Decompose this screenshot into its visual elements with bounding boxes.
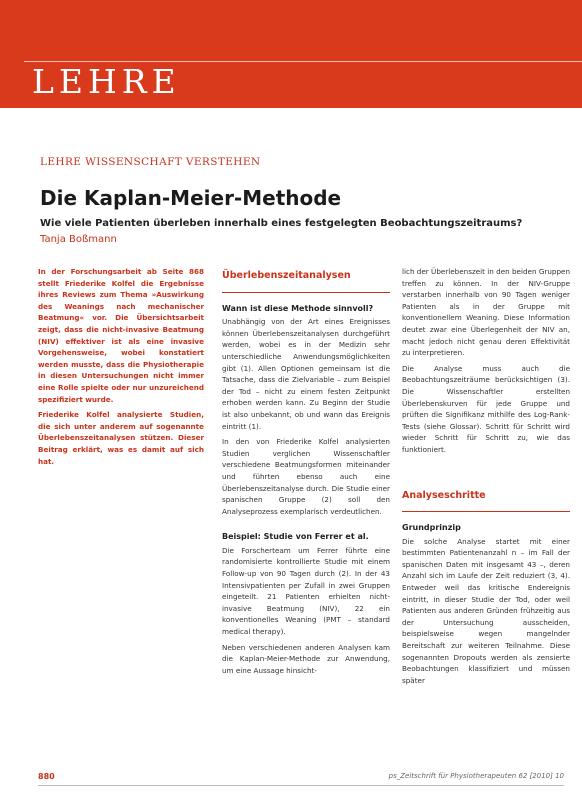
heading-rule [222, 292, 390, 293]
body-paragraph: Unabhängig von der Art eines Ereignisses können Überlebenszeitanalysen durchgeführt werden, wobei es in der Medizin sehr unterschiedliche Anwendungsmöglichkeiten gibt (1). Allen Optionen gemeinsam ist die Tatsache, dass die Zielvariable – zum Beispiel der Tod – nicht zu einem festen Zeitpunkt erhoben werden kann. Zu Beginn der Studie ist also unbekannt, ob und wann das Ereignis eintritt (1). [222, 317, 390, 431]
article-title: Die Kaplan-Meier-Methode [40, 186, 342, 210]
footer-rule [38, 785, 564, 786]
journal-name: ps_Zeitschrift für Physiotherapeuten 62 [2010] 10 [388, 772, 564, 780]
section-heading: Überlebenszeitanalysen [222, 270, 351, 281]
intro-paragraph: Friederike Kolfel analysierte Studien, die sich unter anderem auf sogenannte Überlebenszeitanalysen stützen. Dieser Beitrag erklärt, was es damit auf sich hat. [38, 410, 204, 466]
body-paragraph: Die solche Analyse startet mit einer bestimmten Patientenanzahl n – im Fall der spanischen Daten mit insgesamt 43 –, deren Anzahl sich im Laufe der Zeit reduziert (3, 4). Entweder weil das kritische Endereignis eintritt, in dieser Studie der Tod, oder weil Patienten aus anderen Gründen frühzeitig aus der Untersuchung ausscheiden, beispielsweise wegen mangelnder Bereitschaft zur weiteren Teilnahme. Diese sogenannten Dropouts werden als zensierte Beobachtungen klassifiziert und müssen später [402, 536, 570, 685]
subheading: Wann ist diese Methode sinnvoll? [222, 303, 374, 313]
article-kicker: LEHRE WISSENSCHAFT VERSTEHEN [40, 156, 261, 168]
article-subtitle: Wie viele Patienten überleben innerhalb eines festgelegten Beobachtungszeitraums? [40, 218, 523, 229]
intro-paragraph: In der Forschungsarbeit ab Seite 868 stellt Friederike Kolfel die Ergebnisse ihres Reviews zum Thema »Auswirkung des Weanings nach mechanischer Beatmung« vor. Die Übersichtsarbeit zeigt, dass die nicht-invasive Beatmung (NIV) effektiver ist als eine invasive Vorgehensweise, wobei konstatiert werden musste, dass die Physiotherapie in diesen Untersuchungen nicht immer eine Rolle spielte oder nur unzureichend spezifiziert wurde. [38, 267, 204, 404]
subheading: Beispiel: Studie von Ferrer et al. [222, 532, 369, 542]
section-banner [0, 0, 582, 108]
section-title: LEHRE [32, 62, 181, 101]
body-paragraph: lich der Überlebenszeit in den beiden Gruppen treffen zu können. In der NIV-Gruppe verstarben innerhalb von 90 Tagen weniger Patienten als in der Gruppe mit konventionellem Weaning. Diese Information deutet zwar eine Überlegenheit der NIV an, macht jedoch nicht genau deren Effektivität zu interpretieren. [402, 267, 570, 358]
body-column-right [402, 266, 570, 690]
body-paragraph: Die Forscherteam um Ferrer führte eine randomisierte kontrollierte Studie mit einem Follow-up von 90 Tagen durch (2). In der 43 Intensivpatienten per Zufall in zwei Gruppen eingeteilt. 21 Patienten erhielten nicht-invasive Beatmung (NIV), 22 ein konventionelles Weaning (PMT – standard medical therapy). [222, 545, 390, 637]
page-number: 880 [38, 772, 55, 781]
article-author: Tanja Boßmann [40, 234, 117, 245]
body-paragraph: In den von Friederike Kolfel analysierten Studien verglichen Wissenschaftler verschiedene Beatmungsformen miteinander und führten ebenso auch eine Überlebenszeitanalyse durch. Die Studie einer spanischen Gruppe (2) soll den Analyseprozess exemplarisch verdeutlichen. [222, 437, 390, 516]
heading-rule [402, 511, 570, 512]
body-column-middle [222, 266, 390, 680]
subheading: Grundprinzip [402, 523, 461, 533]
section-heading: Analyseschritte [402, 489, 486, 501]
intro-column [38, 266, 204, 471]
body-paragraph: Die Analyse muss auch die Beobachtungszeiträume berücksichtigen (3). Die Wissenschaftler erstellten Überlebenskurven für jede Gruppe und prüften die Signifikanz mithilfe des Log-Rank-Tests (siehe Glossar). Schritt für Schritt wird wieder Schritt für Schritt zu, wie das funktioniert. [402, 363, 570, 454]
body-paragraph: Neben verschiedenen anderen Analysen kam die Kaplan-Meier-Methode zur Anwendung, um eine Aussage hinsicht- [222, 642, 390, 675]
